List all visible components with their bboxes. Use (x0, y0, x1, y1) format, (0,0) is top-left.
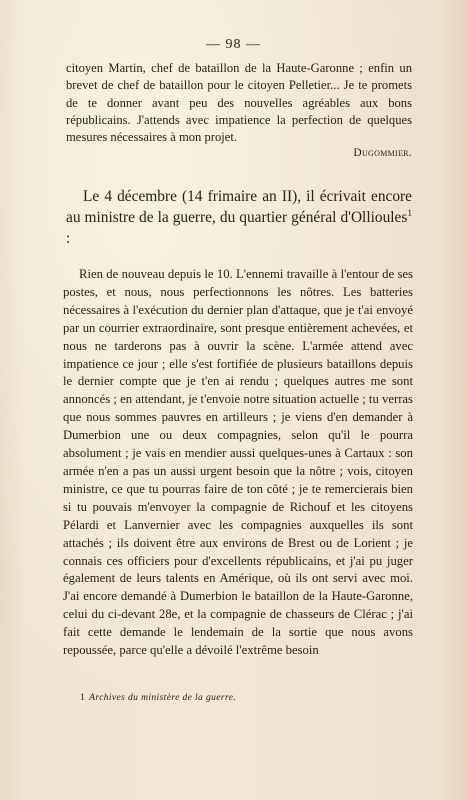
narrative-text: Le 4 décembre (14 frimaire an II), il écrivait encore au ministre de la guerre, du quartier général d'Ollioules (66, 188, 412, 226)
footnote-reference: 1 (407, 207, 412, 218)
letter-closing-paragraph: citoyen Martin, chef de bataillon de la Haute-Garonne ; enfin un brevet de chef de bataillon pour le citoyen Pelletier... Je te promets de te donner avant peu des nouvelles agréables aux bons républicains. J'attends avec impatience la perfection de quelques mesures nécessaires à mon projet. (66, 61, 412, 145)
quoted-letter: Rien de nouveau depuis le 10. L'ennemi travaille à l'entour de ses postes, et nous, nous perfectionnons les nôtres. Les batteries nécessaires à l'exécution du dernier plan d'attaque, que je t'ai envoyé par un courrier extraordinaire, sont presque entièrement achevées, et nous ne tarderons pas à ouvrir la scène. L'armée attend avec impatience ce jour ; elle s'est fortifiée de plusieurs bataillons depuis le dernier compte que je t'en ai rendu ; quelques autres me sont annoncés ; en attendant, je t'envoie notre situation actuelle ; tu verras que nous sommes pauvres en artilleurs ; je viens d'en demander à Dumerbion une ou deux compagnies, selon qu'il le pourra absolument ; je vais en mendier aussi quelques-unes à Cartaux : son armée n'en a pas un aussi urgent besoin que la nôtre ; vois, citoyen ministre, ce que tu pourras faire de ton côté ; je te remercierais bien si tu pouvais m'envoyer la compagnie de Richouf et les citoyens Pélardi et Lanvernier avec les compagnies auxquelles ils sont attachés ; ils doivent être aux environs de Brest ou de Lorient ; je connais ces officiers pour d'excellents républicains, et j'ai pu juger également de leurs talents en Amérique, où ils ont servi avec moi. J'ai encore demandé à Dumerbion le bataillon de la Haute-Garonne, celui du ci-devant 28e, et la compagnie de chasseurs de Clérac ; j'ai fait cette demande le lendemain de la sortie que nous avons repoussée, parce qu'elle a dévoilé l'extrême besoin (63, 267, 413, 658)
footnote-text: Archives du ministère de la guerre. (89, 693, 237, 703)
page-number: — 98 — (206, 37, 261, 52)
footnote (80, 693, 236, 703)
narrative-colon: : (66, 230, 71, 247)
letter-signature: Dugommier. (353, 147, 412, 159)
footnote-mark: 1 (80, 693, 86, 703)
narrative-paragraph (66, 186, 412, 249)
